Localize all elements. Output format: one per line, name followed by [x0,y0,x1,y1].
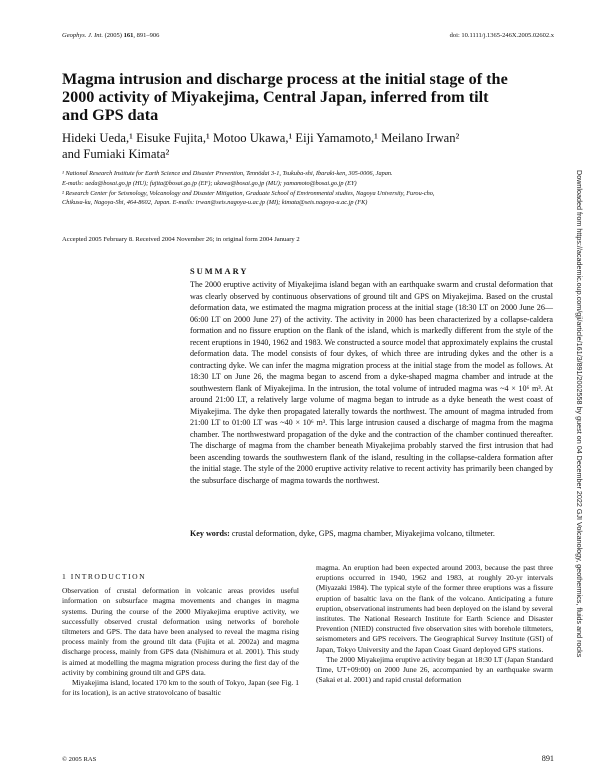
author-line-1: Hideki Ueda,¹ Eisuke Fujita,¹ Motoo Ukawa,¹ Eiji Yamamoto,¹ Meilano Irwan² [62,131,460,145]
affiliation-line: ² Research Center for Seismology, Volcanology and Disaster Mitigation, Graduate School of Environmental studies, Nagoya University, Furou-cho, [62,189,435,197]
journal-volume: 161 [123,32,134,39]
copyright: © 2005 RAS [62,756,97,763]
paper-title: Magma intrusion and discharge process at the initial stage of the 2000 activity of Miyakejima, Central Japan, inferred from tilt and GPS data [62,70,508,124]
accepted-dates: Accepted 2005 February 8. Received 2004 November 26; in original form 2004 January 2 [62,236,300,243]
keywords [190,528,553,540]
column-left [62,572,299,698]
keywords-label: Key words: [190,529,230,538]
download-watermark-text: Downloaded from https://academic.oup.com/gji/article/161/3/891/2002558 by guest on 04 December 2022 GJI Volcanology, geothermics, fluids and rocks [575,170,584,658]
affiliation-line: Chikusa-ku, Nagoya-Shi, 464-8602, Japan. E-mails: irwan@seis.nagoya-u.ac.jp (MI); kimata@seis.nagoya-u.ac.jp (FK) [62,199,368,207]
keywords-text: crustal deformation, dyke, GPS, magma chamber, Miyakejima volcano, tiltmeter. [231,529,495,538]
paragraph: Miyakejima island, located 170 km to the south of Tokyo, Japan (see Fig. 1 for its location), is an active stratovolcano of basaltic [62,678,299,698]
journal-year: (2005) [104,32,122,39]
author-line-2: and Fumiaki Kimata² [62,147,170,161]
paragraph: The 2000 Miyakejima eruptive activity began at 18:30 LT (Japan Standard Time, UT+09:00) on 2000 June 26, accompanied by an earthquake swarm (Sakai et al. 2001) and rapid crustal deformation [316,654,553,685]
paragraph: magma. An eruption had been expected around 2003, because the past three eruptions occurred in 1940, 1962 and 1983, at roughly 20-yr intervals (Miyazaki 1984). The typical style of the former three eruptions was a fissure eruption of basaltic lava on the flank of the volcano. Anticipating a future eruption, observational instruments had been deployed on the island by several institutes. The National Research Institute for Earth Science and Disaster Prevention (NIED) constructed five observation sites with borehole tiltmeters, seismometers and GPS receivers. The Geographical Survey Institute (GSI) of Japan, Tokyo University and the Japan Coast Guard deployed GPS stations. [316,563,553,654]
doi: doi: 10.1111/j.1365-246X.2005.02602.x [449,32,554,39]
paragraph: Observation of crustal deformation in volcanic areas provides useful information on subsurface magma movements and changes in magma systems. During the course of the 2000 Miyakejima eruptive activity, we successfully observed crustal deformation using networks of borehole tiltmeters and GPS. The data have been analysed to reveal the magma rising process mainly from the ground tilt data (Fujita et al. 2002a) and magma discharge process, mainly from GPS data (Nishimura et al. 2001). This study is aimed at modelling the magma migration process during the first day of the activity by combining ground tilt and GPS data. [62,586,299,677]
journal-name: Geophys. J. Int. [62,32,103,39]
section-heading-introduction: 1 INTRODUCTION [62,572,147,581]
affiliation-line: E-mails: ueda@bosai.go.jp (HU); fujita@bosai.go.jp (EF); ukawa@bosai.go.jp (MU); yamamoto@bosai.go.jp (EY) [62,179,357,187]
summary-text: The 2000 eruptive activity of Miyakejima island began with an earthquake swarm and crustal deformation that was clearly observed by continuous observations of ground tilt and GPS on Miyakejima. Based on the crustal deformation data, we estimated the magma migration process at the initial stage (18:30 LT on 2000 June 26—06:00 LT on 2000 June 27) of the activity. The activity in 2000 has been characterized by a collapse-caldera formation and no fissure eruption on the flank of the island, which is markedly different from the style of the recent eruptions in 1940, 1962 and 1983. We constructed a source model that approximately explains the crustal deformation data. The model consists of four dykes, of which three are intruding dykes and the other is a contracting dyke. We can infer the magma migration process at the initial stage from the model as follows. At 18:30 LT on June 26, the magma began to ascend from a dyke-shaped magma chamber and intrude at the southwestern flank of Miyakejima. In the intrusion, the total volume of intruded magma was ~4 × 10⁶ m³. At around 21:00 LT, a relatively large volume of magma began to intrude as a dyke beneath the west coast of Miyakejima. The dyke then propagated laterally towards the northwest. The amount of magma intruded from 21:00 LT to 01:00 LT was ~40 × 10⁶ m³. This large intrusion caused a discharge of magma from the magma chamber. The northwestward propagation of the dyke and the contraction of the chamber continued thereafter. The discharge of magma from the chamber beneath Miyakejima probably starved the first intrusion that had been ascending towards the southwestern flank of the island, resulting in the collapse-caldera formation after the initial stage. The style of the 2000 eruptive activity relative to recent activity has primarily been changed by the subsurface discharge of magma towards the northwest. [190,280,553,485]
journal-pages: , 891–906 [133,32,160,39]
column-right [316,563,553,685]
author-list [62,130,532,162]
affiliation-line: ¹ National Research Institute for Earth Science and Disaster Prevention, Tennōdai 3-1, Tsukuba-shi, Ibaraki-ken, 305-0006, Japan. [62,170,393,177]
download-watermark [574,170,592,658]
journal-citation [62,32,159,39]
affiliations [62,169,542,208]
page-number: 891 [541,754,554,763]
summary-heading: SUMMARY [190,267,249,276]
